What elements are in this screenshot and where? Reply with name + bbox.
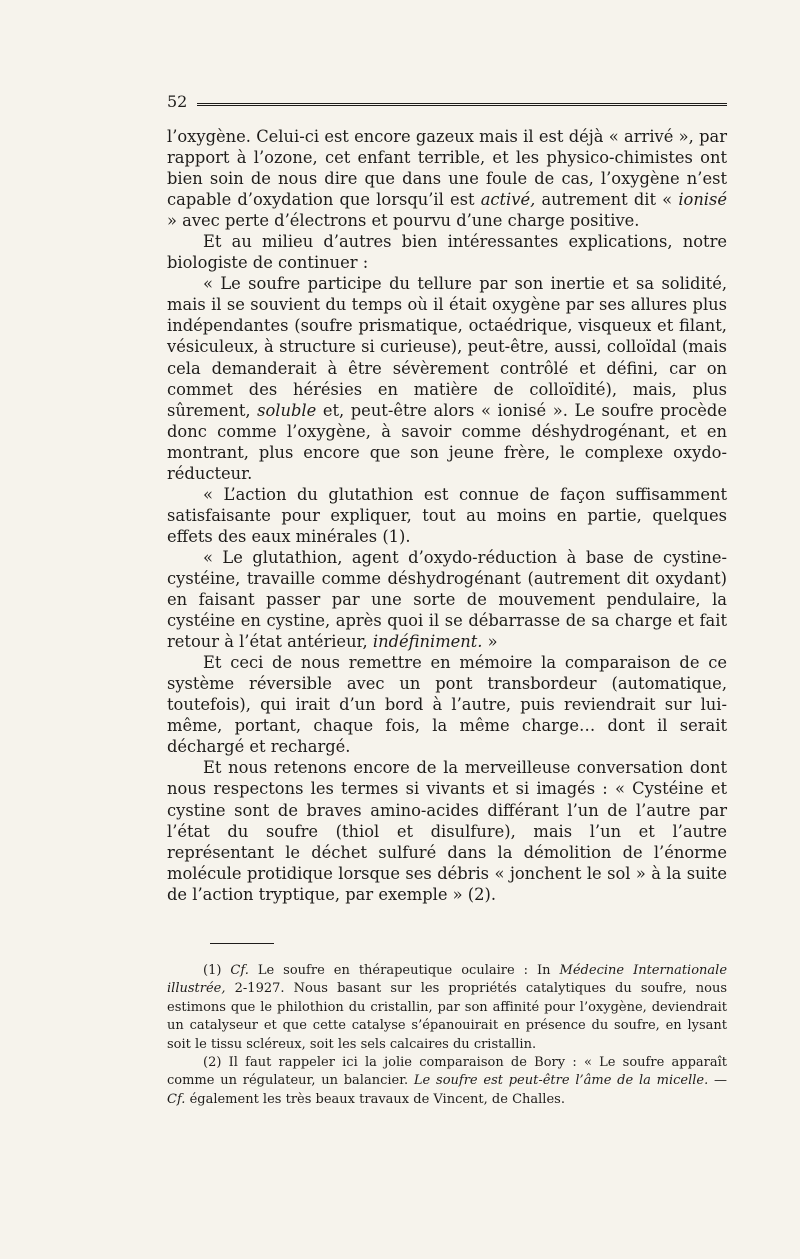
footnote-separator	[210, 943, 274, 944]
paragraph-3: « Le soufre participe du tellure par son inertie et sa solidité, mais il se souvient du temps où il était oxygène par ses allures plus indépendantes (soufre prismatique, octaédrique, visqueux et filant, vésiculeux, à structure si curieuse), peut-être, aussi, colloïdal (mais cela demanderait à être sévèrement contrôlé et défini, car on commet des hérésies en matière de colloïdité), mais, plus sûrement, soluble et, peut-être alors « ionisé ». Le soufre procède donc comme l’oxygène, à savoir comme déshydrogénant, et en montrant, plus encore que son jeune frère, le complexe oxydo-réducteur.	[167, 274, 727, 483]
paragraph-5: « Le glutathion, agent d’oxydo-réduction à base de cystine-cystéine, travaille comme déshydrogénant (autrement dit oxydant) en faisant passer par une sorte de mouvement pendulaire, la cystéine en cystine, après quoi il se débarrasse de sa charge et fait retour à l’état antérieur, indéfiniment. »	[167, 547, 727, 652]
footnote-1: (1) Cf. Le soufre en thérapeutique oculaire : In Médecine Internationale illustrée, 2-1927. Nous basant sur les propriétés catalytiques du soufre, nous estimons que le philothion du cristallin, par son affinité pour l’oxygène, deviendrait un catalyseur et que cette catalyse s’épanouirait en présence du soufre, en lysant soit le tissu scléreux, soit les sels calcaires du cristallin.	[167, 963, 728, 1052]
page-number: 52	[167, 92, 188, 111]
paragraph-4: « L’action du glutathion est connue de façon suffisamment satisfaisante pour expliquer, tout au moins en partie, quelques effets des eaux minérales (1).	[167, 484, 727, 546]
paragraph-7: Et nous retenons encore de la merveilleuse conversation dont nous respectons les termes si vivants et si imagés : « Cystéine et cystine sont de braves amino-acides différant l’un de l’autre par l’état du soufre (thiol et disulfure), mais l’un et l’autre représentant le déchet sulfuré dans la démolition de l’énorme molécule protidique lorsque ses débris « jonchent le sol » à la suite de l’action tryptique, par exemple » (2).	[167, 758, 727, 904]
page-header	[167, 92, 727, 116]
footnotes	[167, 962, 727, 1109]
paragraph-2: Et au milieu d’autres bien intéressantes explications, notre biologiste de continuer :	[167, 232, 727, 273]
header-rule	[197, 103, 727, 108]
paragraph-6: Et ceci de nous remettre en mémoire la comparaison de ce système réversible avec un pont transbordeur (automatique, toutefois), qui irait d’un bord à l’autre, puis reviendrait sur lui-même, portant, chaque fois, la même charge… dont il serait déchargé et rechargé.	[167, 653, 727, 757]
footnote-2: (2) Il faut rappeler ici la jolie comparaison de Bory : « Le soufre apparaît comme un régulateur, un balancier. Le soufre est peut-être l’âme de la micelle. — Cf. également les très beaux travaux de Vincent, de Challes.	[167, 1055, 727, 1107]
paragraph-1: l’oxygène. Celui-ci est encore gazeux mais il est déjà « arrivé », par rapport à l’ozone, cet enfant terrible, et les physico-chimistes ont bien soin de nous dire que dans une foule de cas, l’oxygène n’est capable d’oxydation que lorsqu’il est activé, autrement dit « ionisé » avec perte d’électrons et pourvu d’une charge positive.	[167, 127, 728, 231]
body-text	[167, 126, 727, 905]
